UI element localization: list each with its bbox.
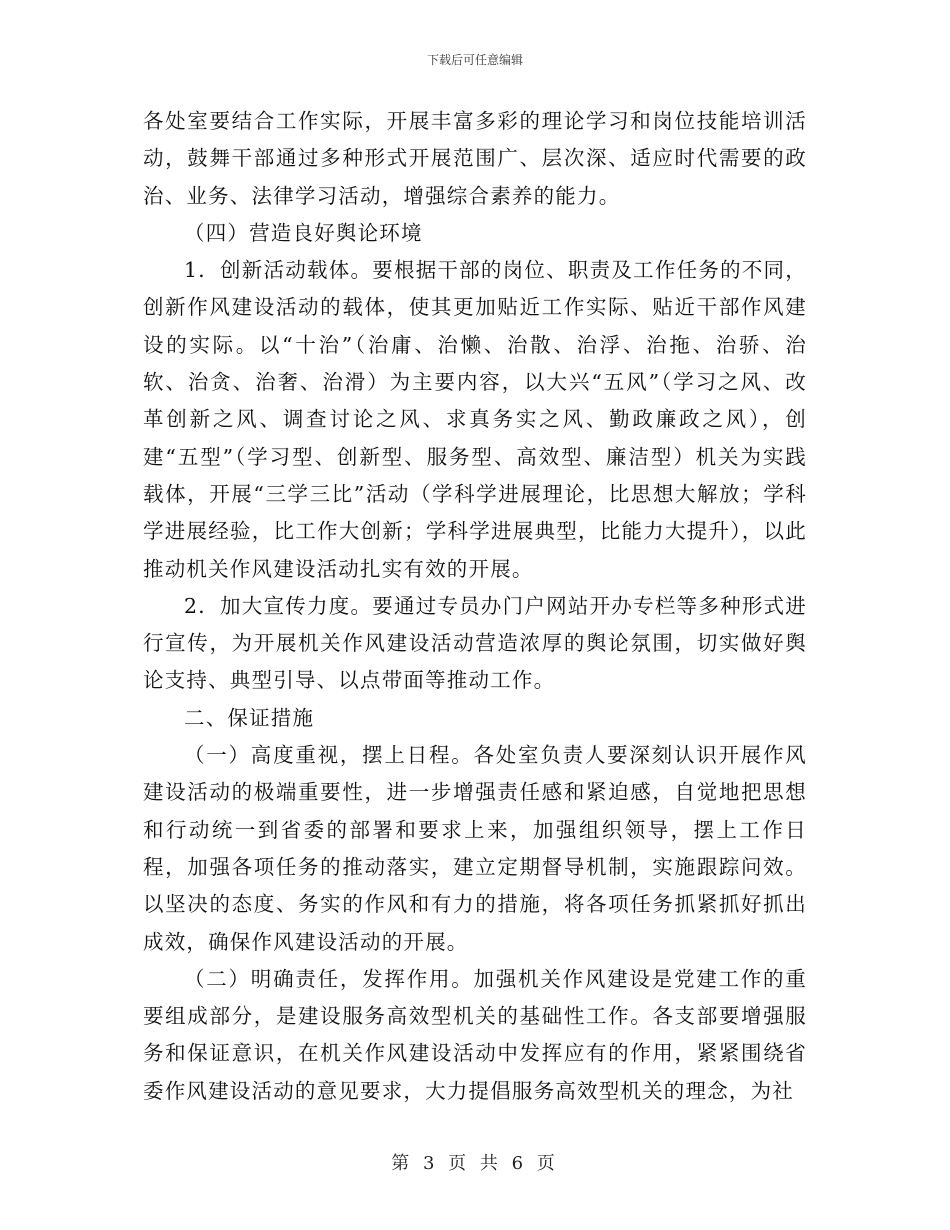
- paragraph-publicity: 2．加大宣传力度。要通过专员办门户网站开办专栏等多种形式进行宣传，为开展机关作风建设活动营造浓厚的舆论氛围，切实做好舆论支持、典型引导、以点带面等推动工作。: [143, 593, 807, 693]
- paragraph-study-activities: 各处室要结合工作实际，开展丰富多彩的理论学习和岗位技能培训活动，鼓舞干部通过多种形式开展范围广、层次深、适应时代需要的政治、业务、法律学习活动，增强综合素养的能力。: [143, 109, 807, 208]
- paragraph-innovate-carriers: 1．创新活动载体。要根据干部的岗位、职责及工作任务的不同，创新作风建设活动的载体，使其更加贴近工作实际、贴近干部作风建设的实际。以“十治”（治庸、治懒、治散、治浮、治拖、治骄、治软、治贪、治奢、治滑）为主要内容，以大兴“五风”（学习之风、改革创新之风、调查讨论之风、求真务实之风、勤政廉政之风），创建“五型”（学习型、创新型、服务型、高效型、廉洁型）机关为实践载体，开展“三学三比”活动（学科学进展理论，比思想大解放；学科学进展经验，比工作大创新；学科学进展典型，比能力大提升），以此推动机关作风建设活动扎实有效的开展。: [143, 258, 807, 581]
- document-body: [143, 103, 807, 1110]
- page-number-footer: 第 3 页 共 6 页: [391, 1153, 559, 1174]
- section-heading-guarantee-measures: 二、保证措施: [184, 705, 315, 730]
- paragraph-clear-responsibility: （二）明确责任，发挥作用。加强机关作风建设是党建工作的重要组成部分，是建设服务高效型机关的基础性工作。各支部要增强服务和保证意识，在机关作风建设活动中发挥应有的作用，紧紧围绕省委作风建设活动的意见要求，大力提倡服务高效型机关的理念，为社: [143, 966, 807, 1103]
- paragraph-high-priority: （一）高度重视，摆上日程。各处室负责人要深刻认识开展作风建设活动的极端重要性，进一步增强责任感和紧迫感，自觉地把思想和行动统一到省委的部署和要求上来，加强组织领导，摆上工作日程，加强各项任务的推动落实，建立定期督导机制，实施跟踪问效。以坚决的态度、务实的作风和有力的措施，将各项任务抓紧抓好抓出成效，确保作风建设活动的开展。: [143, 743, 807, 954]
- section-heading-public-opinion: （四）营造良好舆论环境: [184, 220, 423, 245]
- page-header: 下载后可任意编辑: [426, 53, 523, 67]
